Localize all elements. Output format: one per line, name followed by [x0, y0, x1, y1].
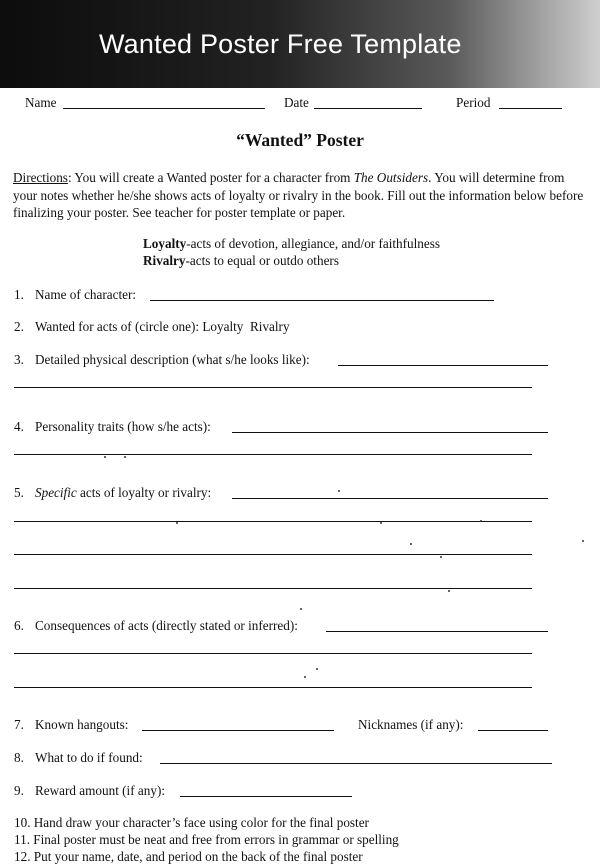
instruction-text: Final poster must be neat and free from errors in grammar or spelling: [33, 832, 399, 847]
answer-line[interactable]: [14, 387, 532, 388]
answer-line[interactable]: [142, 718, 334, 731]
question-number: 7.: [14, 717, 24, 732]
date-blank[interactable]: [314, 96, 422, 109]
scan-speck: [104, 456, 106, 458]
question-text: Wanted for acts of (circle one):: [35, 319, 200, 334]
scan-speck: [410, 543, 412, 545]
answer-line[interactable]: [14, 687, 532, 688]
directions-label: Directions: [13, 170, 68, 185]
question-number: 1.: [14, 287, 24, 302]
nicknames-label: Nicknames (if any):: [358, 717, 464, 732]
question-number: 3.: [14, 352, 24, 367]
instruction-text: Put your name, date, and period on the back of the final poster: [33, 849, 363, 864]
name-blank[interactable]: [63, 96, 265, 109]
instruction-number: 11.: [14, 832, 30, 847]
instruction-12: [14, 849, 363, 865]
question-number: 9.: [14, 783, 24, 798]
answer-line[interactable]: [160, 751, 552, 764]
answer-line[interactable]: [14, 454, 532, 455]
instruction-11: [14, 832, 399, 848]
question-3: [14, 352, 310, 368]
name-label: Name: [25, 95, 57, 110]
answer-line[interactable]: [150, 288, 494, 301]
question-9: [14, 783, 165, 799]
book-title: The Outsiders: [353, 170, 429, 185]
question-4: [14, 419, 211, 435]
definition-term: Rivalry: [143, 253, 186, 268]
question-number: 2.: [14, 319, 24, 334]
question-text: Personality traits (how s/he acts):: [35, 419, 211, 434]
period-label: Period: [456, 95, 491, 110]
question-text: acts of loyalty or rivalry:: [76, 485, 212, 500]
question-text: Reward amount (if any):: [35, 783, 166, 798]
question-number: 4.: [14, 419, 24, 434]
answer-line[interactable]: [14, 521, 532, 522]
nicknames-blank[interactable]: [478, 718, 548, 731]
answer-line[interactable]: [14, 653, 532, 654]
scan-speck: [440, 556, 442, 558]
question-1: [14, 287, 136, 303]
document-title: “Wanted” Poster: [236, 130, 364, 150]
question-2: [14, 319, 290, 335]
scan-speck: [480, 520, 482, 522]
definition-loyalty: [143, 235, 440, 252]
answer-line[interactable]: [232, 486, 548, 499]
answer-line[interactable]: [338, 353, 548, 366]
scan-speck: [304, 676, 306, 678]
question-7: [14, 717, 128, 733]
directions-text-after: . You will determine from your notes whether he/she shows acts of loyalty or rivalry in the book. Fill out the information below before finalizing your poster. See teacher for poster template or paper.: [13, 170, 584, 220]
question-number: 5.: [14, 485, 24, 500]
scan-speck: [176, 522, 178, 524]
instruction-10: [14, 815, 369, 831]
scan-speck: [316, 668, 318, 670]
banner-title: Wanted Poster Free Template: [99, 28, 462, 59]
scan-speck: [448, 590, 450, 592]
question-text: What to do if found:: [35, 750, 143, 765]
instruction-text: Hand draw your character’s face using color for the final poster: [33, 815, 369, 830]
period-blank[interactable]: [499, 96, 562, 109]
answer-line[interactable]: [326, 619, 548, 632]
question-text: Known hangouts:: [35, 717, 129, 732]
question-6: [14, 618, 298, 634]
question-emphasis: Specific: [35, 485, 77, 500]
scan-speck: [124, 456, 126, 458]
definition-rivalry: [143, 252, 339, 269]
scan-speck: [380, 522, 382, 524]
question-number: 8.: [14, 750, 24, 765]
question-8: [14, 750, 143, 766]
directions-text-before: : You will create a Wanted poster for a character from: [67, 170, 354, 185]
answer-line[interactable]: [14, 588, 532, 589]
directions-paragraph: [13, 169, 591, 222]
definition-term: Loyalty: [143, 236, 187, 251]
scan-speck: [338, 490, 340, 492]
question-text: Detailed physical description (what s/he looks like):: [35, 352, 310, 367]
scan-speck: [300, 608, 302, 610]
question-text: Consequences of acts (directly stated or inferred):: [35, 618, 298, 633]
answer-line[interactable]: [232, 420, 548, 433]
scan-speck: [582, 540, 584, 542]
question-number: 6.: [14, 618, 24, 633]
question-5: [14, 485, 211, 501]
definition-text: -acts of devotion, allegiance, and/or faithfulness: [186, 236, 441, 251]
worksheet: [0, 88, 600, 867]
answer-line[interactable]: [180, 784, 352, 797]
circle-options[interactable]: Loyalty Rivalry: [202, 319, 290, 334]
answer-line[interactable]: [14, 554, 532, 555]
date-label: Date: [284, 95, 309, 110]
question-text: Name of character:: [35, 287, 137, 302]
definition-text: -acts to equal or outdo others: [185, 253, 339, 268]
instruction-number: 12.: [14, 849, 31, 864]
instruction-number: 10.: [14, 815, 31, 830]
banner: [0, 0, 600, 88]
